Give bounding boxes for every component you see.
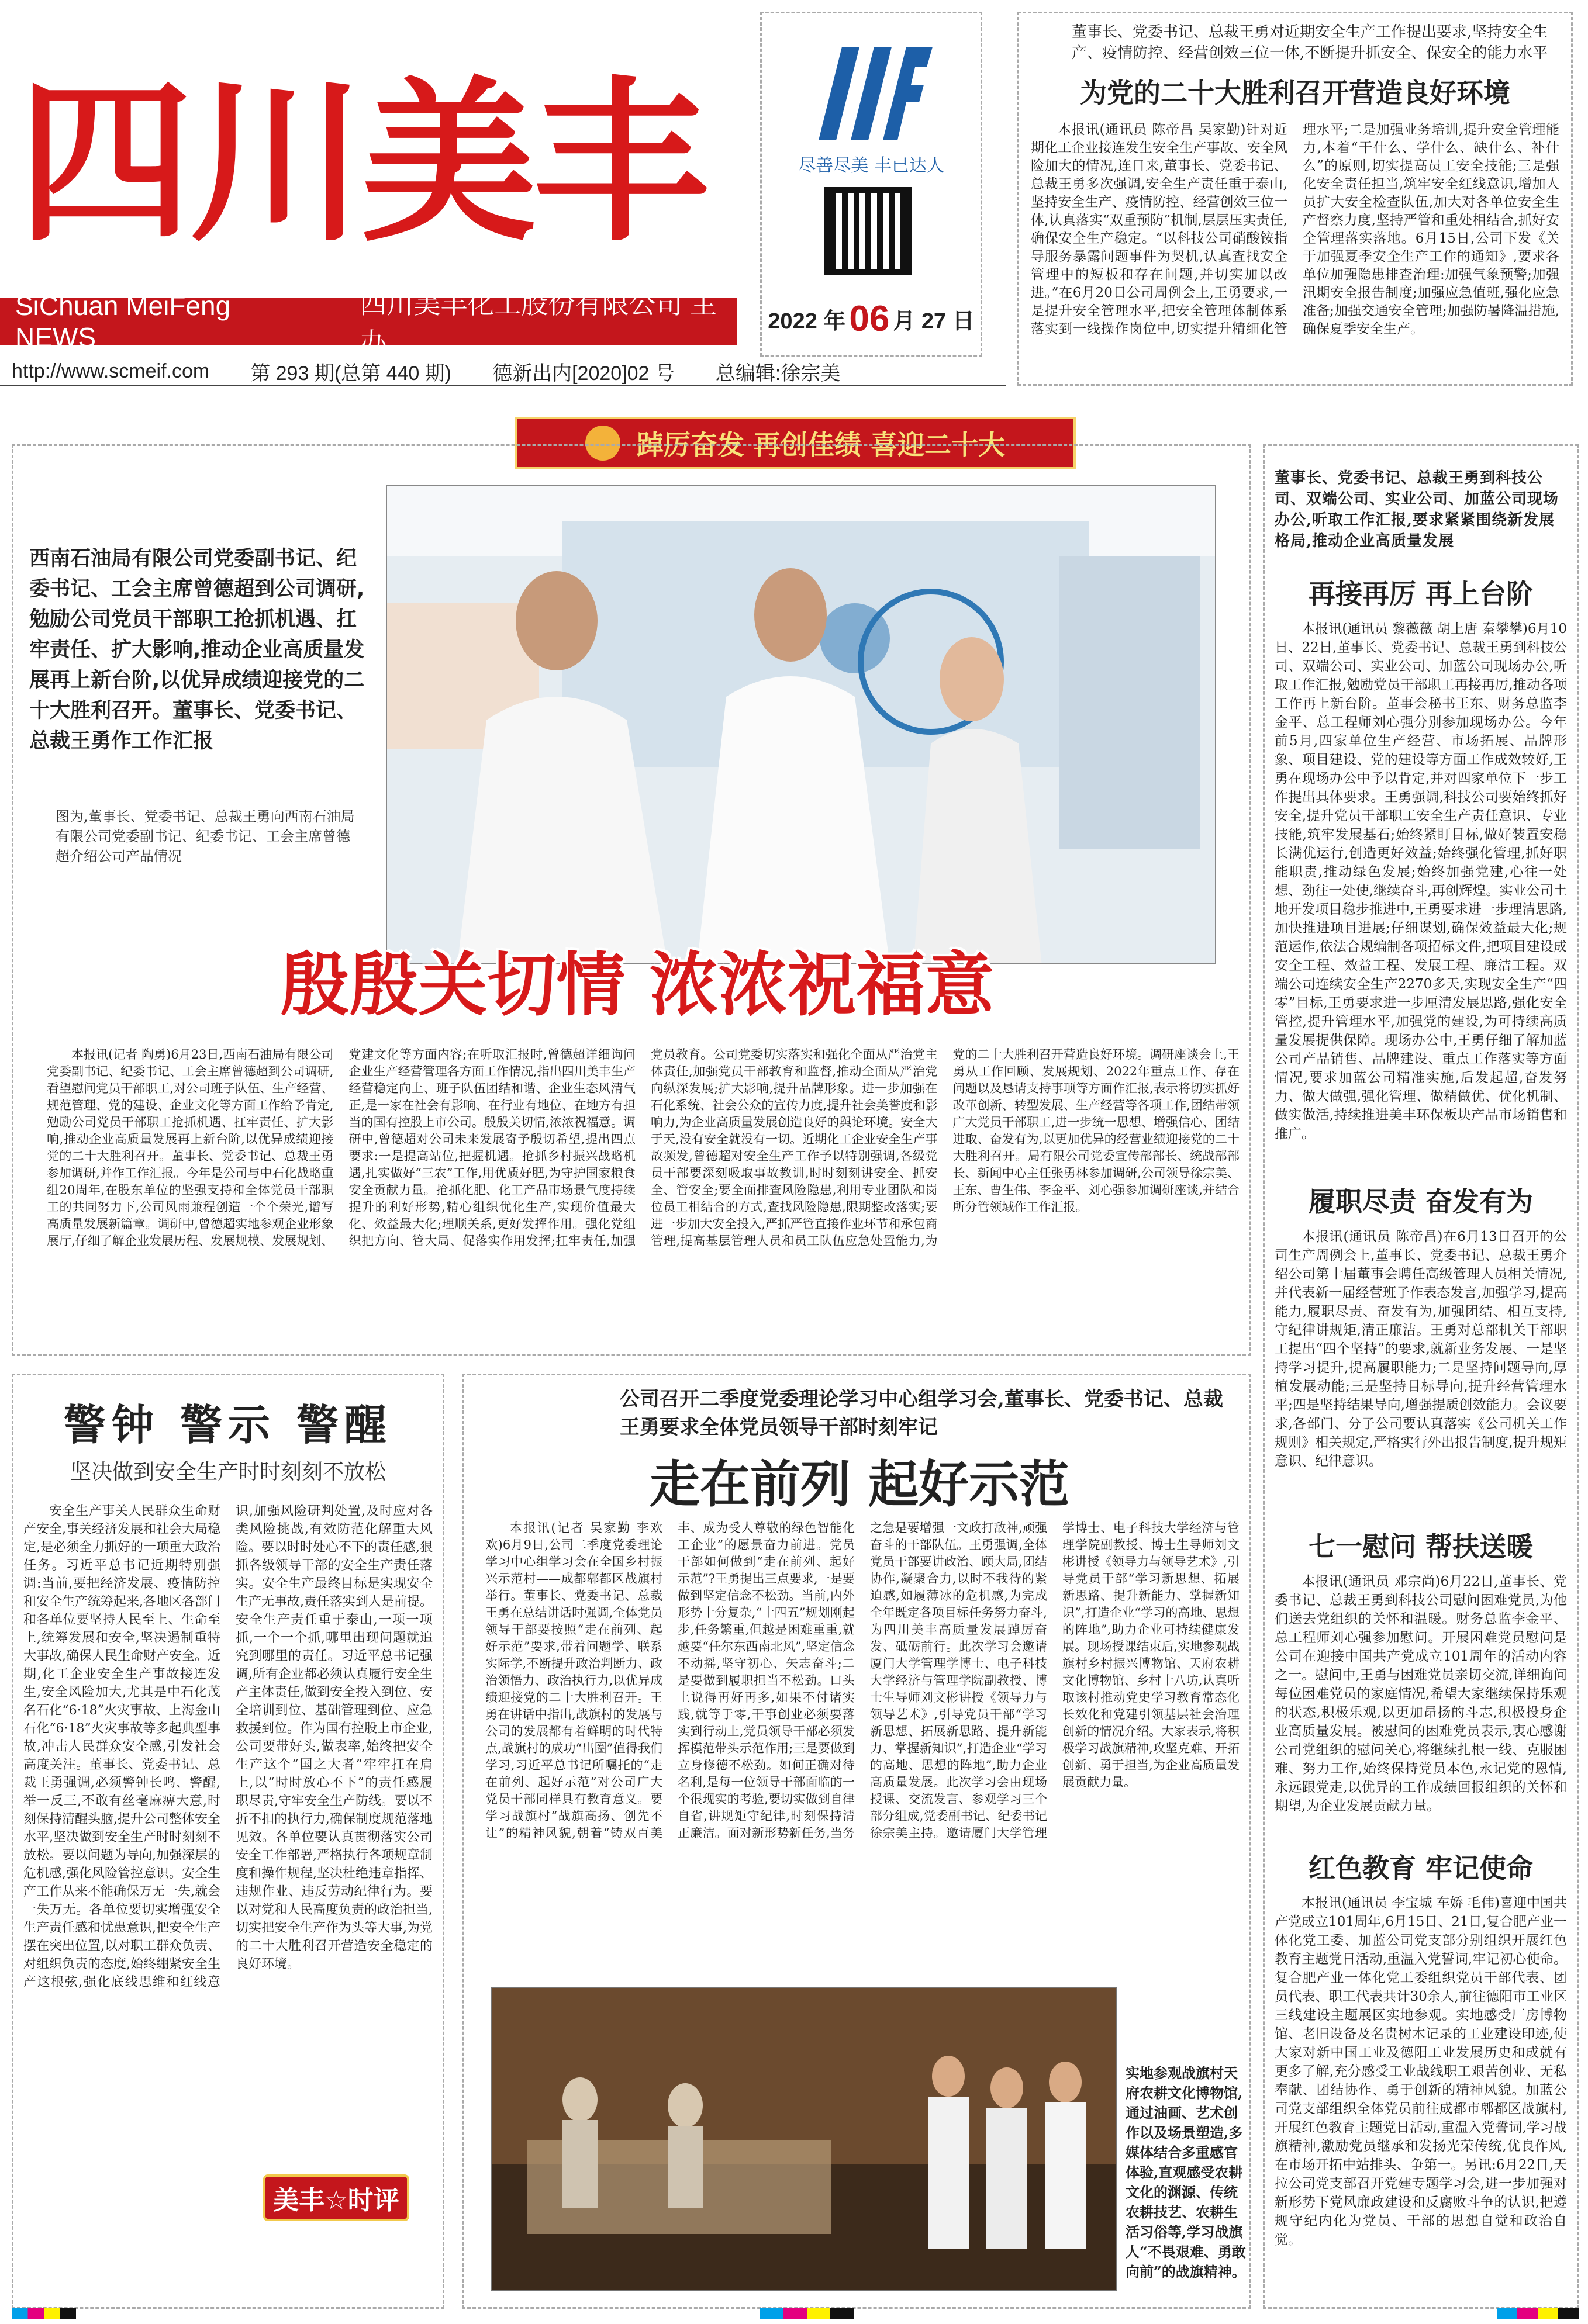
date-day: 月 27 日	[893, 309, 975, 334]
commentary-paragraph: 安全生产事关人民群众生命财产安全,事关经济发展和社会大局稳定,是必须全力抓好的一项重大政治任务。习近平总书记近期特别强调:当前,要把经济发展、疫情防控和安全生产统筹起来,各地区各部门和各单位要坚持人民至上、生命至上,统筹发展和安全,坚决遏制重特大事故,确保人民生命财产安全。近期,化工企业安全生产事故接连发生,安全风险加大,尤其是中石化茂名石化“6·18”火灾事故、上海金山石化“6·18”火灾事故等多起典型事故,冲击人民群众安全感,引发社会高度关注。董事长、党委书记、总裁王勇强调,必须警钟长鸣、警醒,举一反三,不敢有丝毫麻痹大意,时刻保持清醒头脑,提升公司整体安全水平,坚决做到安全生产时时刻刻不放松。要以问题为导向,加强深层的危机感,强化风险管控意识。安全生产工作从来不能确保万无一失,就会一失万无。各单位要切实增强安全生产责任感和忧患意识,把安全生产摆在突出位置,以对职工群众负责、对组织负责的态度,始终绷紧安全生产这根弦,强化底线思维和红线意识,加强风险研判处置,及时应对各类风险挑战,有效防范化解重大风险。要以时时处心不下的责任感,狠抓各级领导干部的安全生产责任落实。安全生产最终目标是实现安全生产无事故,责任落实到人是前提。安全生产责任重于泰山,一项一项抓,一个一个抓,哪里出现问题就追究到哪里的责任。习近平总书记强调,所有企业都必须认真履行安全生产主体责任,做到安全投入到位、安全培训到位、基础管理到位、应急救援到位。作为国有控股上市企业,公司要带好头,做表率,始终把安全生产这个“国之大者”牢牢扛在肩上,以“时时放心不下”的责任感履职尽责,守牢安全生产防线。要以不折不扣的执行力,确保制度规范落地见效。各单位要认真贯彻落实公司安全工作部署,严格执行各项规章制度和操作规程,坚决杜绝违章指挥、违规作业、违反劳动纪律行为。要以对党和人民高度负责的政治担当,切实把安全生产作为头等大事,为党的二十大胜利召开营造安全稳定的良好环境。	[23, 1504, 433, 1990]
right-column-lead: 董事长、党委书记、总裁王勇到科技公司、双端公司、实业公司、加蓝公司现场办公,听取工作汇报,要求紧紧围绕新发展格局,推动企业高质量发展	[1275, 469, 1559, 550]
museum-photo-illustration	[492, 1988, 1117, 2291]
lead-paragraph: 本报讯(记者 陶勇)6月23日,西南石油局有限公司党委副书记、纪委书记、工会主席曾德超到公司调研,看望慰问党员干部职工,对公司班子队伍、生产经营、规范管理、党的建设、企业文化等方面工作给予肯定,勉励公司党员干部职工抢抓机遇、扛牢责任、扩大影响,推动企业高质量发展再上新台阶,以优异成绩迎接党的二十大胜利召开。董事长、党委书记、总裁王勇参加调研,并作工作汇报。今年是公司与中石化战略重组20周年,在股东单位的坚强支持和全体党员干部职工的共同努力下,公司风雨兼程创造一个个荣光,谱写高质量发展新篇章。调研中,曾德超实地参观企业形象展厅,仔细了解企业发展历程、发展规模、发展规划、党建文化等方面内容;在听取汇报时,曾德超详细询问企业生产经营管理各方面工作情况,指出四川美丰生产经营稳定向上、班子队伍团结和谐、企业生态风清气正,是一家在社会有影响、在行业有地位、在地方有担当的国有控股上市公司。殷殷关切情,浓浓祝福意。调研中,曾德超对公司未来发展寄予殷切希望,提出四点要求:一是提高站位,把握机遇。抢抓乡村振兴战略机遇,扎实做好“三农”工作,用优质好肥,为守护国家粮食安全贡献力量。抢抓化肥、化工产品市场景气度持续提升的利好形势,精心组织优化生产,实现价值最大化、效益最大化;理顺关系,更好发挥作用。强化党组织把方向、管大局、促落实作用发挥;扛牢责任,加强党员教育。公司党委切实落实和强化全面从严治党主体责任,加强党员干部教育和监督,推动全面从严治党向纵深发展;扩大影响,提升品牌形象。进一步加强在石化系统、社会公众的宣传力度,提升社会美誉度和影响力,为企业高质量发展创造良好的舆论环境。安全大于天,没有安全就没有一切。近期化工企业安全生产事故频发,曾德超对安全生产工作予以特别强调,各级党员干部要深刻吸取事故教训,时时刻刻讲安全、抓安全、管安全;要全面排查风险隐患,利用专业团队和岗位员工相结合的方式,查找风险隐患,限期整改落实;要进一步加大安全投入,严抓严管直接作业环节和承包商管理,提高基层管理人员和员工队伍应急处置能力,为党的二十大胜利召开营造良好环境。调研座谈会上,王勇从工作回顾、发展规划、2022年重点工作、存在问题以及恳请支持事项等方面作汇报,表示将切实抓好改革创新、转型发展、生产经营等各项工作,团结带领广大党员干部职工,进一步统一思想、增强信心、团结进取、奋发有为,以更加优异的经营业绩迎接党的二十大胜利召开。局有限公司党委宣传部部长、统战部部长、新闻中心主任张勇林参加调研,公司领导徐宗美、王东、曹生伟、李金平、刘心强参加调研座谈,并结合所分管领域作工作汇报。	[47, 1047, 1240, 1248]
website-link[interactable]: http://www.scmeif.com	[12, 359, 210, 382]
study-article-body	[485, 1520, 1240, 1976]
english-name: SiChuan MeiFeng NEWS	[15, 290, 231, 352]
top-right-article	[1017, 12, 1573, 386]
lead-photo	[386, 485, 1216, 964]
lead-summary: 西南石油局有限公司党委副书记、纪委书记、工会主席曾德超到公司调研,勉励公司党员干部职工抢抓机遇、扛牢责任、扩大影响,推动企业高质量发展再上新台阶,以优异成绩迎接党的二十大胜利召开。董事长、党委书记、总裁王勇作工作汇报	[29, 547, 365, 753]
section-title-1: 再接再厉 再上台阶	[1308, 578, 1533, 610]
study-article-title: 走在前列 起好示范	[650, 1455, 1069, 1514]
article-body	[1031, 121, 1559, 338]
commentary-title: 警钟 警示 警醒	[63, 1400, 393, 1450]
section-title-4: 红色教育 牢记使命	[1308, 1852, 1533, 1884]
issue-number: 第 293 期(总第 440 期)	[250, 362, 452, 385]
section-body-4: 本报讯(通讯员 李宝城 车娇 毛伟)喜迎中国共产党成立101周年,6月15日、21日,复合肥产业一体化党工委、加蓝公司党支部分别组织开展红色教育主题党日活动,重温入党誓词,牢记初心使命。复合肥产业一体化党工委组织党员干部代表、团员代表、职工代表共计30余人,前往德阳市工业区三线建设主题展区实地参观。实地感受厂房博物馆、老旧设备及名贵树木记录的工业建设印迹,使大家对新中国工业及德阳工业发展历史和成就有更多了解,充分感受工业战线职工艰苦创业、无私奉献、团结协作、勇于创新的精神风貌。加蓝公司党支部组织全体党员前往成都市郫都区战旗村,开展红色教育主题党日活动,重温入党誓词,学习战旗精神,激励党员继承和发扬光荣传统,优良作风,在市场开拓中站排头、争第一。另讯:6月22日,天拉公司党支部召开党建专题学习会,进一步加强对新形势下党风廉政建设和反腐败斗争的认识,把遵规守纪内化为党员、干部的思想自觉和政治自觉。	[1275, 1896, 1567, 2247]
study-article-paragraph: 本报讯(记者 吴家勤 李欢欢)6月9日,公司二季度党委理论学习中心组学习会在全国乡村振兴示范村——成都郫都区战旗村举行。董事长、党委书记、总裁王勇在总结讲话时强调,全体党员领导干部要按照“走在前列、起好示范”要求,带着问题学、联系实际学,不断提升政治判断力、政治领悟力、政治执行力,以优异成绩迎接党的二十大胜利召开。王勇在讲话中指出,战旗村的发展与公司的发展都有着鲜明的时代特点,战旗村的成功“出圈”值得我们学习,习近平总书记所嘱托的“走在前列、起好示范”对公司广大党员干部同样具有教育意义。要学习战旗村“战旗高扬、创先不让”的精神风貌,朝着“铸双百美丰、成为受人尊敬的绿色智能化工企业”的愿景奋力前进。党员干部如何做到“走在前列、起好示范”?王勇提出三点要求,一是要做到坚定信念不松劲。当前,内外形势十分复杂,“十四五”规划刚起步,任务繁重,但越是困难重重,就越要“任尔东西南北风”,坚定信念不动摇,坚守初心、矢志奋斗;二是要做到履职担当不松劲。口头上说得再好再多,如果不付诸实践,就等于零,干事创业必须要落实到行动上,党员领导干部必须发挥模范带头示范作用;三是要做到立身修德不松劲。如何正确对待名利,是每一位领导干部面临的一个很现实的考验,要切实做到自律自省,讲规矩守纪律,时刻保持清正廉洁。面对新形势新任务,当务之急是要增强一文政打敌神,顽强奋斗的干部队伍。王勇强调,全体党员干部要讲政治、顾大局,团结协作,凝聚合力,以时不我待的紧迫感,如履薄冰的危机感,为完成全年既定各项目标任务努力奋斗,为四川美丰高质量发展踔厉奋发、砥砺前行。此次学习会邀请厦门大学管理学博士、电子科技大学经济与管理学院副教授、博士生导师刘文彬讲授《领导力与领导艺术》,引导党员干部“学习新思想、拓展新思路、提升新能力、掌握新知识”,打造企业“学习的高地、思想的阵地”,助力企业高质量发展。此次学习会由现场授课、交流发言、参观学习三个部分组成,党委副书记、纪委书记徐宗美主持。邀请厦门大学管理学博士、电子科技大学经济与管理学院副教授、博士生导师刘文彬讲授《领导力与领导艺术》,引导党员干部“学习新思想、拓展新思路、提升新能力、掌握新知识”,打造企业“学习的高地、思想的阵地”,助力企业可持续健康发展。现场授课结束后,实地参观战旗村乡村振兴博物馆、天府农耕文化博物馆、乡村十八坊,认真听取该村推动党史学习教育常态化长效化和党建引领基层社会治理创新的情况介绍。大家表示,将积极学习战旗精神,攻坚克难、开拓创新、勇于担当,为企业高质量发展贡献力量。	[485, 1521, 1240, 1840]
exhibition-photo-illustration	[387, 486, 1216, 964]
museum-photo-caption: 实地参观战旗村天府农耕文化博物馆,通过油画、艺术创作以及场景塑造,多媒体结合多重感官体验,直观感受农耕文化的渊源、传统农耕技艺、农耕生活习俗等,学习战旗人“不畏艰难、勇敢向前”的战旗精神。	[1126, 2064, 1246, 2280]
section-title-3: 七一慰问 帮扶送暖	[1308, 1531, 1533, 1562]
study-article-lead: 公司召开二季度党委理论学习中心组学习会,董事长、党委书记、总裁王勇要求全体党员领导干部时刻牢记	[620, 1388, 1223, 1439]
article-paragraph: 本报讯(通讯员 陈帝昌 吴家勤)针对近期化工企业接连发生安全生产事故、安全风险加大的情况,连日来,董事长、党委书记、总裁王勇多次强调,安全生产责任重于泰山,坚持安全生产、疫情防控、经营创效三位一体,认真落实“双重预防”机制,层层压实责任,确保安全生产稳定。“以科技公司硝酸铵指导服务暴露问题事件为契机,认真查找安全管理中的短板和存在问题,并切实加以改进。”在6月20日公司周例会上,王勇要求,一是提升安全管理水平,把安全管理体制体系落实到一线操作岗位中,切实提升精细化管理水平;二是加强业务培训,提升安全管理能力,本着“干什么、学什么、缺什么、补什么”的原则,切实提高员工安全技能;三是强化安全责任担当,筑牢安全红线意识,增加人员扩大安全检查队伍,加大对各单位安全生产督察力度,坚持严管和重处相结合,抓好安全管理落实落地。6月15日,公司下发《关于加强夏季安全生产工作的通知》,要求各单位加强隐患排查治理:加强气象预警;加强汛期安全报告制度;加强应急值班,强化应急准备;加强交通安全管理;加强防暑降温措施,确保夏季安全生产。	[1031, 122, 1559, 337]
section-body-2: 本报讯(通讯员 陈帝昌)在6月13日召开的公司生产周例会上,董事长、党委书记、总裁王勇介绍公司第十届董事会聘任高级管理人员相关情况,并代表新一届经营班子作表态发言,加强学习,提高能力,履职尽责、奋发有为,加强团结、相互支持,守纪律讲规矩,清正廉洁。王勇对总部机关干部职工提出“四个坚持”的要求,就新业务发展、一是坚持学习提升,提高履职能力;二是坚持问题导向,厚植发展动能;三是坚持目标导向,提升经营管理水平;四是坚持结果导向,增强提质创效能力。会议要求,各部门、分子公司要认真落实《公司机关工作规则》相关规定,严格实行外出报告制度,提升规矩意识、纪律意识。	[1275, 1229, 1567, 1469]
section-body-3: 本报讯(通讯员 邓宗尚)6月22日,董事长、党委书记、总裁王勇到科技公司慰问困难党员,为他们送去党组织的关怀和温暖。财务总监李金平、总工程师刘心强参加慰问。开展困难党员慰问是公司在迎接中国共产党成立101周年的活动内容之一。慰问中,王勇与困难党员亲切交流,详细询问每位困难党员的家庭情况,希望大家继续保持乐观的状态,积极乐观,以更加昂扬的斗志,积极投身企业高质量发展。被慰问的困难党员表示,衷心感谢公司党组织的慰问关心,将继续扎根一线、克服困难、努力工作,始终保持党员本色,永记党的恩情,永远跟党走,以优异的工作成绩回报组织的关怀和期望,为企业发展贡献力量。	[1275, 1574, 1567, 1814]
issue-date	[760, 298, 982, 339]
section-body-1: 本报讯(通讯员 黎薇薇 胡上唐 秦攀攀)6月10日、22日,董事长、党委书记、总裁王勇到科技公司、双端公司、实业公司、加蓝公司现场办公,听取工作汇报,勉励党员干部职工再接再厉,推动各项工作再上新台阶。董事会秘书王东、财务总监李金平、总工程师刘心强分别参加现场办公。今年前5月,四家单位生产经营、市场拓展、品牌形象、项目建设、党的建设等方面工作成效较好,王勇在现场办公中予以肯定,并对四家单位下一步工作提出具体要求。王勇强调,科技公司要始终抓好安全,提升党员干部职工安全生产责任意识、专业技能,筑牢发展基石;始终紧盯目标,做好装置安稳长满优运行,创造更好效益;始终强化管理,抓好职能职责,推动绿色发展;始终加强党建,心往一处想、劲往一处使,继续奋斗,再创辉煌。实业公司土地开发项目稳步推进中,王勇要求进一步理清思路,加快推进项目进展;仔细谋划,确保效益最大化;规范运作,依法合规编制各项招标文件,把项目建设成安全工程、效益工程、发展工程、廉洁工程。双端公司连续安全生产2270多天,实现安全生产“四零”目标,王勇要求进一步厘清发展思路,强化安全管控,提升管理水平,加强党的建设,为可持续高质量发展提供保障。现场办公中,王勇仔细了解加蓝公司产品销售、品牌建设、重点工作落实等方面情况,要求加蓝公司精准实施,后发起超,奋发努力、做大做强,强化管理、做精做优、优化机制、做实做活,持续推进美丰环保板块产品市场销售和推广。	[1275, 621, 1567, 1142]
commentary-badge: 美丰☆时评	[263, 2174, 409, 2221]
section-title-2: 履职尽责 奋发有为	[1308, 1186, 1533, 1218]
slogan: 尽善尽美 丰已达人	[798, 155, 944, 176]
banner-text: 踔厉奋发 再创佳绩 喜迎二十大	[636, 429, 1006, 461]
museum-photo	[491, 1987, 1117, 2291]
issue-info-line	[0, 358, 1006, 386]
paper-name: 四川美丰	[18, 61, 705, 265]
qr-code-icon[interactable]	[824, 187, 912, 275]
photo-caption: 图为,董事长、党委书记、总裁王勇向西南石油局有限公司党委副书记、纪委书记、工会主席曾德超介绍公司产品情况	[56, 808, 355, 864]
registration-mark-center	[760, 2308, 854, 2319]
commentary-subtitle: 坚决做到安全生产时时刻刻不放松	[70, 1460, 386, 1484]
registration-mark-left	[12, 2308, 76, 2319]
publication-permit: 德新出内[2020]02 号	[492, 362, 675, 385]
company-logo-icon	[795, 35, 947, 152]
lead-body	[47, 1046, 1240, 1344]
date-month: 06	[849, 298, 890, 339]
lead-headline: 殷殷关切情 浓浓祝福意	[280, 945, 995, 1025]
article-lead: 董事长、党委书记、总裁王勇对近期安全生产工作提出要求,坚持安全生产、疫情防控、经营创效三位一体,不断提升抓安全、保安全的能力水平	[1072, 23, 1548, 62]
commentary-body	[23, 1502, 433, 2204]
registration-mark-right	[1497, 2308, 1579, 2319]
publisher: 四川美丰化工股份有限公司 主办	[360, 289, 717, 358]
article-title: 为党的二十大胜利召开营造良好环境	[1080, 77, 1510, 109]
masthead-red-bar	[0, 289, 737, 358]
chief-editor: 总编辑:徐宗美	[715, 362, 841, 385]
date-year: 2022 年	[768, 309, 846, 334]
